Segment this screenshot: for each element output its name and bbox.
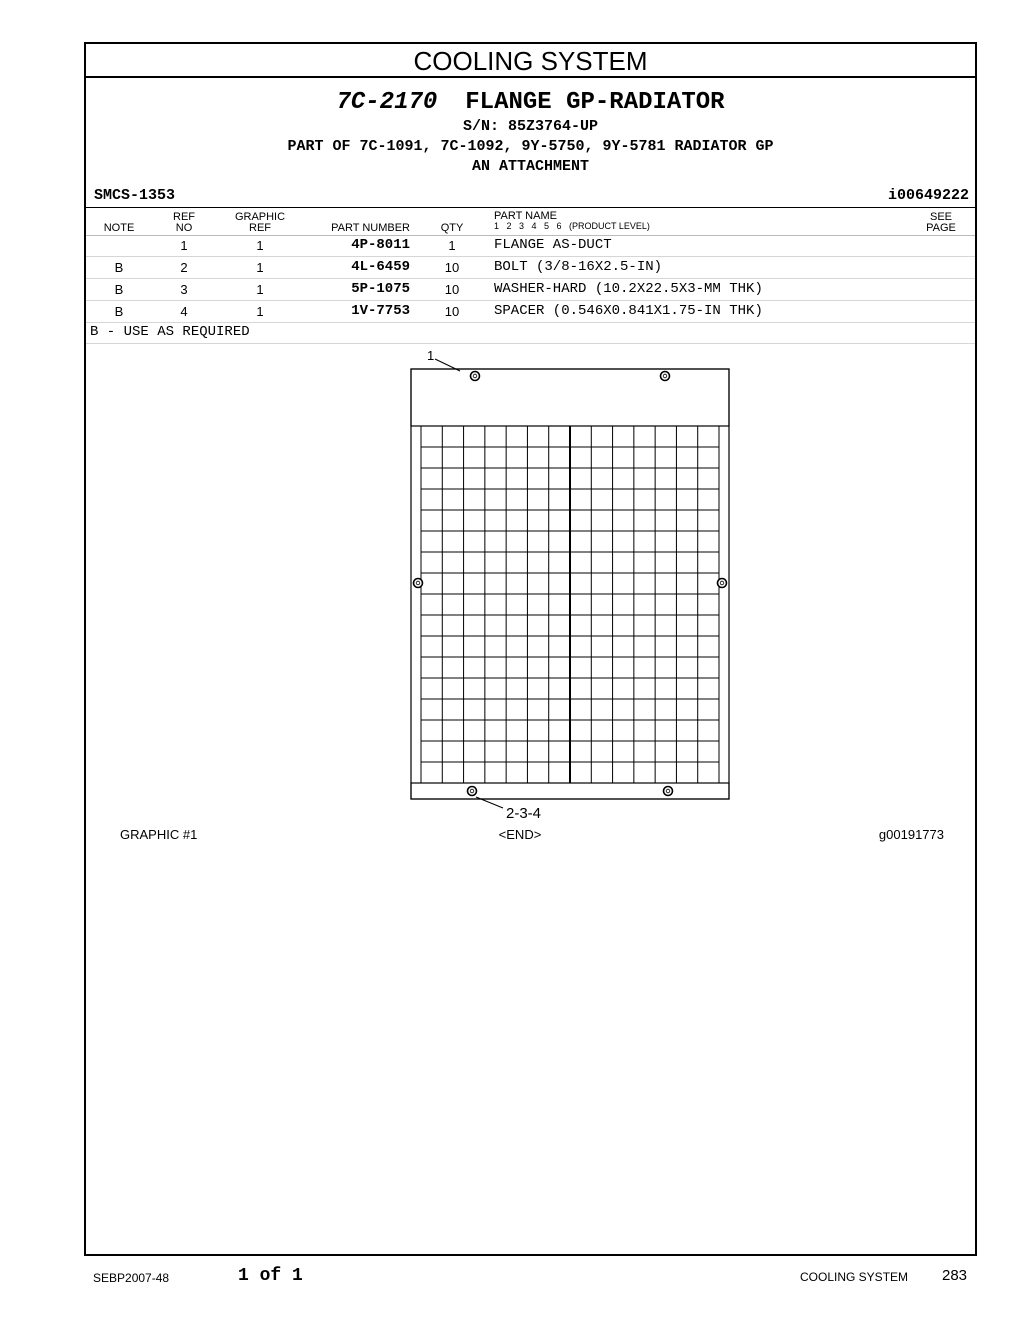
row-ref-no: 2 <box>180 260 188 275</box>
part-heading <box>86 88 975 116</box>
col-part-name: PART NAME <box>494 210 557 222</box>
row-qty: 10 <box>444 304 460 319</box>
row-part-name: BOLT (3/8-16X2.5-IN) <box>494 259 663 275</box>
divider <box>86 322 975 323</box>
col-ref-no-line1: REF <box>173 211 195 223</box>
page-number: 283 <box>942 1267 968 1284</box>
col-graphic-ref-line2: REF <box>249 222 271 234</box>
row-part-name: SPACER (0.546X0.841X1.75-IN THK) <box>494 303 763 319</box>
document-id: SEBP2007-48 <box>93 1271 170 1285</box>
row-graphic-ref: 1 <box>256 282 264 297</box>
part-number-heading: 7C-2170 <box>336 89 438 116</box>
divider <box>86 207 975 208</box>
section-title: COOLING SYSTEM <box>413 46 648 76</box>
callout-bottom: 2-3-4 <box>506 805 542 822</box>
callout-top: 1 <box>427 348 435 363</box>
page-count: 1 of 1 <box>238 1266 303 1286</box>
part-title-heading: FLANGE GP-RADIATOR <box>465 89 725 116</box>
row-part-name: WASHER-HARD (10.2X22.5X3-MM THK) <box>494 281 763 297</box>
col-product-levels: 1 2 3 4 5 6 (PRODUCT LEVEL) <box>494 221 650 231</box>
table-row <box>86 301 975 322</box>
illustration-id: i00649222 <box>887 187 969 204</box>
graphic-id: g00191773 <box>878 827 944 842</box>
row-note: B <box>114 260 124 275</box>
smcs-code: SMCS-1353 <box>94 187 176 204</box>
graphic-label: GRAPHIC #1 <box>120 827 198 842</box>
row-graphic-ref: 1 <box>256 260 264 275</box>
row-ref-no: 1 <box>180 238 188 253</box>
row-graphic-ref: 1 <box>256 304 264 319</box>
attachment-line: AN ATTACHMENT <box>471 158 590 175</box>
row-part-number: 1V-7753 <box>351 303 410 319</box>
table-row <box>86 279 975 300</box>
footer-section: COOLING SYSTEM <box>800 1270 909 1284</box>
row-part-number: 4P-8011 <box>351 237 410 253</box>
row-ref-no: 4 <box>180 304 188 319</box>
footnote: B - USE AS REQUIRED <box>90 324 250 340</box>
row-qty: 10 <box>444 282 460 297</box>
row-note: B <box>114 282 124 297</box>
table-row <box>86 235 975 256</box>
row-qty: 10 <box>444 260 460 275</box>
col-see-page-line1: SEE <box>929 211 952 223</box>
col-ref-no-line2: NO <box>175 222 193 234</box>
serial-number: S/N: 85Z3764-UP <box>462 118 599 135</box>
row-part-number: 4L-6459 <box>351 259 410 275</box>
row-graphic-ref: 1 <box>256 238 264 253</box>
col-see-page-line2: PAGE <box>926 222 956 234</box>
row-note: B <box>114 304 124 319</box>
end-marker: <END> <box>498 827 542 842</box>
col-part-number: PART NUMBER <box>331 222 410 234</box>
row-ref-no: 3 <box>180 282 188 297</box>
divider <box>86 76 975 78</box>
row-qty: 1 <box>448 238 456 253</box>
table-row <box>86 257 975 278</box>
page-frame <box>84 42 977 1256</box>
row-part-number: 5P-1075 <box>351 281 410 297</box>
flange-drawing <box>396 344 736 822</box>
col-graphic-ref-line1: GRAPHIC <box>234 211 286 223</box>
part-of-line: PART OF 7C-1091, 7C-1092, 9Y-5750, 9Y-5781 RADIATOR GP <box>287 138 774 155</box>
col-note: NOTE <box>103 222 135 234</box>
col-qty: QTY <box>440 222 464 234</box>
row-part-name: FLANGE AS-DUCT <box>494 237 612 253</box>
